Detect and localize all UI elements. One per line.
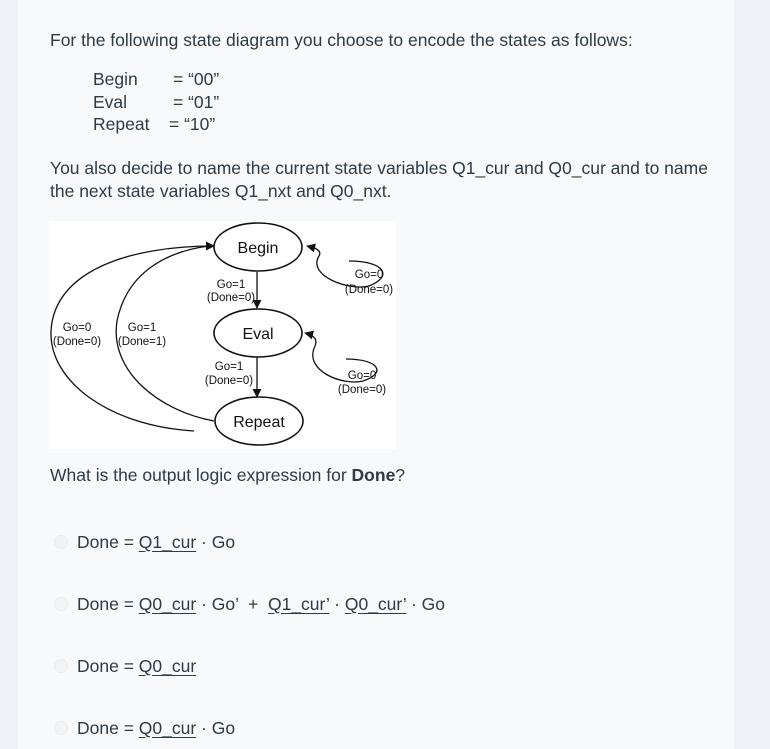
transition-label: Go=1 (127, 322, 157, 334)
question-text (50, 465, 405, 486)
variables-paragraph: You also decide to name the current state variables Q1_cur and Q0_cur and to name the next state variables Q1_nxt and Q0_nxt. (50, 158, 708, 201)
answer-text: Done = Q0_cur · Go’ + Q1_cur’ · Q0_cur’ · Go (77, 593, 446, 614)
question-bold-term: Done (351, 465, 396, 485)
state-code: = “01” (173, 91, 220, 112)
radio-button[interactable] (54, 597, 68, 611)
transition-label: (Done=0) (204, 375, 254, 387)
state-code: = “00” (173, 69, 220, 89)
answer-text: Done = Q0_cur · Go (77, 717, 236, 738)
question-card (18, 0, 734, 749)
state-code: = “10” (169, 114, 216, 134)
state-repeat-label: Repeat (233, 414, 285, 431)
state-name: Repeat (93, 114, 150, 134)
question-suffix: ? (395, 465, 406, 485)
state-begin-label: Begin (237, 240, 279, 257)
radio-button[interactable] (54, 535, 68, 549)
question-prefix: What is the output logic expression for (50, 465, 352, 485)
state-name: Eval (93, 91, 128, 112)
radio-button[interactable] (54, 721, 68, 735)
transition-label: Go=1 (214, 361, 244, 373)
answer-option-2[interactable] (54, 591, 445, 617)
transition-label: (Done=0) (344, 284, 394, 296)
transition-label: Go=0 (347, 370, 377, 382)
answer-option-1[interactable] (54, 529, 235, 555)
state-diagram-svg (49, 221, 396, 449)
answer-option-4[interactable] (54, 715, 235, 741)
transition-label: Go=0 (354, 269, 384, 281)
transition-label: (Done=0) (206, 292, 256, 304)
answer-text: Done = Q1_cur · Go (77, 531, 236, 552)
radio-button[interactable] (54, 659, 68, 673)
transition-label: (Done=0) (337, 384, 387, 396)
transition-label: (Done=1) (117, 336, 167, 348)
answer-option-3[interactable] (54, 653, 196, 679)
transition-label: (Done=0) (52, 336, 102, 348)
state-name: Begin (93, 69, 138, 89)
transition-label: Go=0 (62, 322, 92, 334)
answer-text: Done = Q0_cur (77, 655, 197, 676)
state-eval-label: Eval (242, 326, 274, 343)
intro-text: For the following state diagram you choose to encode the states as follows: (50, 30, 633, 50)
state-diagram (49, 221, 396, 449)
transition-label: Go=1 (216, 279, 246, 291)
